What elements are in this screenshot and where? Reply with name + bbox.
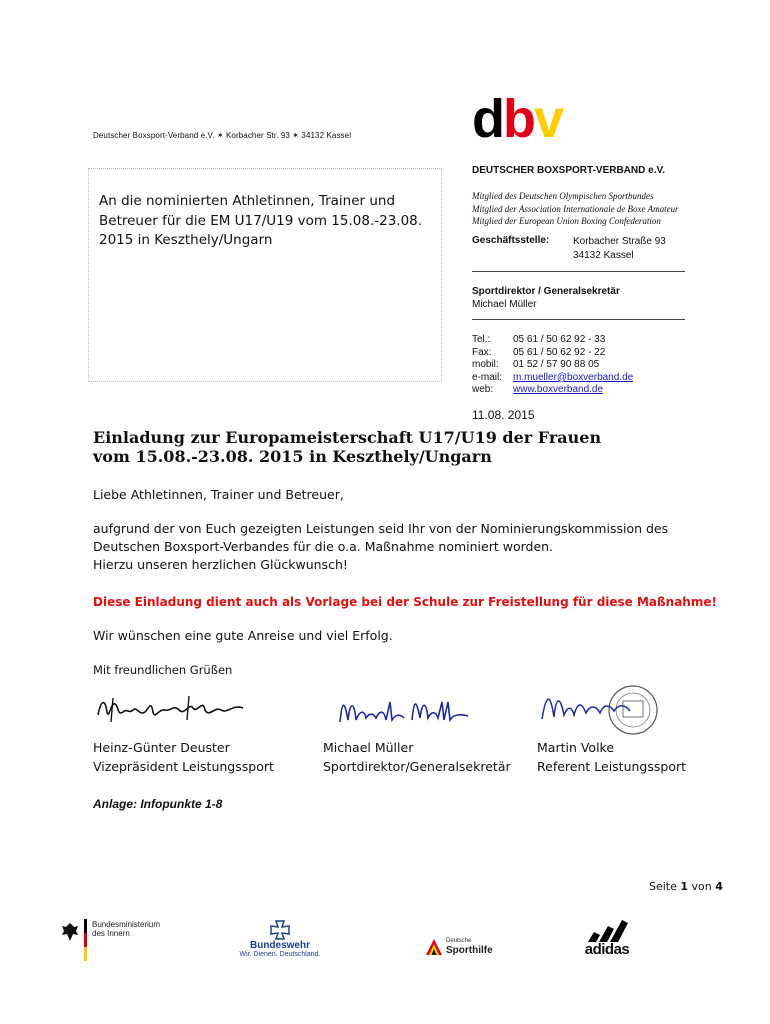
school-notice: Diese Einladung dient auch als Vorlage bei der Schule zur Freistellung für diese Maßnahme! [93, 595, 717, 609]
web-link[interactable]: www.boxverband.de [513, 384, 604, 396]
letter-date: 11.08. 2015 [472, 408, 535, 422]
signatory-volke: Martin Volke Referent Leistungssport [537, 740, 687, 774]
contact-email: e-mail: m.mueller@boxverband.de [472, 371, 634, 383]
recipient-line: Betreuer für die EM U17/U19 vom 15.08.-23.08. [99, 212, 423, 229]
paragraph-line: Deutschen Boxsport-Verbandes für die o.a. Maßnahme nominiert worden. [93, 539, 554, 554]
recipient-address [99, 192, 429, 251]
page-number: Seite 1 von 4 [649, 880, 723, 893]
sporthilfe-logo: Deutsche Sporthilfe [425, 935, 515, 961]
recipient-line: 2015 in Keszthely/Ungarn [99, 232, 273, 248]
adidas-logo: adidas [574, 918, 640, 962]
membership-line: Mitglied der European Union Boxing Confederation [472, 216, 661, 226]
office-city: 34132 Kassel [573, 250, 634, 261]
memberships [472, 190, 679, 228]
signature-deuster [93, 690, 253, 730]
signature-volke [538, 683, 668, 738]
body-paragraph [93, 520, 668, 574]
signatory-mueller: Michael Müller Sportdirektor/Generalsekretär [323, 740, 511, 774]
wishes: Wir wünschen eine gute Anreise und viel Erfolg. [93, 628, 393, 643]
director-name: Michael Müller [472, 299, 537, 310]
office-street: Korbacher Straße 93 [573, 236, 666, 247]
bundeswehr-logo: Bundeswehr Wir. Dienen. Deutschland. [230, 920, 330, 965]
title-line: Einladung zur Europameisterschaft U17/U19 der Frauen [93, 428, 602, 447]
membership-line: Mitglied des Deutschen Olympischen Sportbundes [472, 191, 654, 201]
separator [472, 271, 685, 272]
contact-mobile: mobil: 01 52 / 57 90 88 05 [472, 359, 600, 371]
email-link[interactable]: m.mueller@boxverband.de [513, 371, 634, 383]
closing: Mit freundlichen Grüßen [93, 663, 233, 677]
separator [472, 319, 685, 320]
letter-title [93, 428, 601, 466]
eagle-icon [60, 921, 80, 943]
sender-line: Deutscher Boxsport-Verband e.V. ✶ Korbacher Str. 93 ✶ 34132 Kassel [93, 131, 352, 140]
bmi-logo: Bundesministerium des Innern [60, 913, 185, 959]
office-address [573, 235, 666, 263]
adidas-stripes-icon [584, 918, 630, 942]
paragraph-line: Hierzu unseren herzlichen Glückwunsch! [93, 557, 348, 572]
title-line: vom 15.08.-23.08. 2015 in Keszthely/Ungarn [93, 447, 492, 466]
iron-cross-icon [270, 920, 290, 940]
signature-mueller [336, 692, 476, 732]
contact-fax: Fax: 05 61 / 50 62 92 - 22 [472, 346, 606, 358]
paragraph-line: aufgrund der von Euch gezeigten Leistungen seid Ihr von der Nominierungskommission des [93, 521, 669, 536]
org-name: DEUTSCHER BOXSPORT-VERBAND e.V. [472, 165, 665, 176]
office-label: Geschäftsstelle: [472, 235, 550, 246]
dbv-logo: dbv [472, 89, 563, 149]
sporthilfe-triangle-icon [425, 938, 443, 956]
recipient-line: An die nominierten Athletinnen, Trainer und [99, 193, 396, 209]
salutation: Liebe Athletinnen, Trainer und Betreuer, [93, 487, 344, 502]
attachment-note: Anlage: Infopunkte 1-8 [93, 797, 223, 811]
director-title: Sportdirektor / Generalsekretär [472, 286, 620, 297]
membership-line: Mitglied der Association Internationale de Boxe Amateur [472, 203, 679, 214]
contact-block [472, 334, 633, 397]
contact-web: web: www.boxverband.de [472, 384, 604, 396]
contact-tel: Tel.: 05 61 / 50 62 92 - 33 [472, 334, 606, 345]
signatory-deuster: Heinz-Günter Deuster Vizepräsident Leistungssport [93, 740, 274, 774]
